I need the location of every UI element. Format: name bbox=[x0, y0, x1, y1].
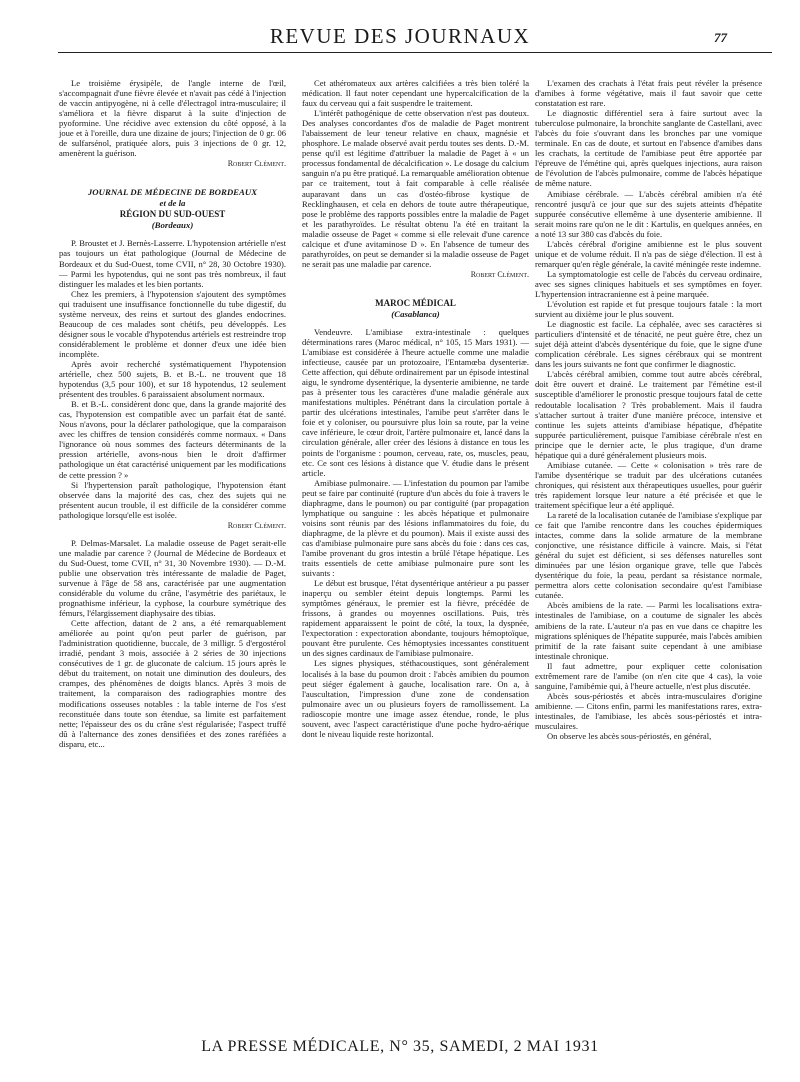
journal-city: (Bordeaux) bbox=[151, 220, 194, 231]
journal-heading: RÉGION DU SUD-OUEST bbox=[119, 209, 226, 220]
journal-heading: et de la bbox=[159, 198, 186, 209]
paragraph: L'évolution est rapide et fut presque toujours fatale : la mort survient au dixième jour le plus souvent. bbox=[535, 299, 762, 320]
spacer bbox=[302, 320, 529, 327]
paragraph: L'abcès cérébral amibien, comme tout autre abcès cérébral, doit être ouvert et drainé. Le traitement par l'émétine est-il susceptible d'améliorer le pronostic presque toujours fatal de cette redoutable localisation ? Très probablement. Mais il faudra s'attacher surtout à traiter d'une manière précoce, intensive et continue les sujets atteints d'amibiase hépatique, d'hépatite suppurée particulièrement, puisque l'amibiase cérébrale n'est en principe que le dernier acte, le plus tragique, d'un drame hépatique qui a duré généralement plusieurs mois. bbox=[535, 369, 762, 460]
article-lead: Vendeuvre. L'amibiase extra-intestinale : quelques déterminations rares (Maroc médical, n° 105, 15 Mars 1931). — L'amibiase est considérée à l'heure actuelle comme une maladie infectieuse, causée par un protozoaire, l'Entamœba dysenteriæ. Cette affection, qui débute ordinairement par un épisode intestinal aigu, le syndrome dysentérique, la dysenterie amibienne, ne tarde pas à présenter tous les caractères d'une maladie générale aux manifestations multiples. Pénétrant dans la circulation portale à partir des ulcérations intestinales, l'amibe peut s'arrêter dans le foie et y coloniser, ou poursuivre plus loin sa route, par la veine cave inférieure, le cœur droit, l'artère pulmonaire et, lancé dans la circulation générale, aller créer des lésions à distance en tous les points de l'organisme : poumon, cerveau, rate, os, muscles, peau, etc. Ce sont ces lésions à distance que V. étudie dans le présent article. bbox=[302, 326, 529, 478]
paragraph: L'examen des crachats à l'état frais peut révéler la présence d'amibes à forme végétative, mais il faut savoir que cette constatation est rare. bbox=[535, 78, 762, 109]
paragraph: Le troisième érysipèle, de l'angle interne de l'œil, s'accompagnait d'une fièvre élevée et n'avait pas cédé à l'injection de vaccin antipyogène, ni à celle d'électragol intra-musculaire; il s'améliora et la fièvre disparut à la suite d'injection de pyoformine. Une récidive avec extension du côté opposé, à la joue et à l'oreille, dura une dizaine de jours; l'injection de 0 gr. 06 de sulfarsénol, pratiquée alors, puis 3 injections de 0 gr. 12, amenèrent la guérison. bbox=[59, 78, 286, 159]
paragraph: Si l'hypertension paraît pathologique, l'hypotension étant observée dans la majorité des cas, chez des sujets qui ne présentent aucun trouble, il est difficile de la considérer comme pathologique lorsqu'elle est isolée. bbox=[59, 479, 286, 520]
spacer bbox=[302, 280, 529, 298]
paragraph: Cet athéromateux aux artères calcifiées a très bien toléré la médication. Il faut noter cependant une hypercalcification de la faux du cerveau qui a fait suspendre le traitement. bbox=[302, 78, 529, 109]
footer-publication-line: LA PRESSE MÉDICALE, N° 35, SAMEDI, 2 MAI 1931 bbox=[201, 1038, 599, 1055]
paragraph: Le début est brusque, l'état dysentérique antérieur a pu passer inaperçu ou sembler éteint depuis longtemps. Parmi les symptômes généraux, le premier est la fièvre, précédée de frissons, à grandes ou moyennes oscillations. Puis, très rapidement apparaissent le point de côté, la toux, la dyspnée, l'expectoration : expectoration abondante, toujours hémoptoïque, pouvant être purulente. Ces hémoptysies incessantes constituent un des signes cardinaux de l'amibiase pulmonaire. bbox=[302, 578, 529, 659]
author-signature: Robert Clément. bbox=[227, 520, 286, 530]
paragraph: Les signes physiques, stéthacoustiques, sont généralement localisés à la base du poumon droit : l'abcès amibien du poumon peut siéger également à gauche, localisation rare. On a, à l'auscultation, l'impression d'une zone de condensation pulmonaire avec un ou plusieurs foyers de ramollissement. La radioscopie montre une image assez étendue, ronde, le plus souvent, avec l'aspect caractéristique d'une poche hydro-aérique dont le niveau liquide reste horizontal. bbox=[302, 658, 529, 739]
paragraph: Après avoir recherché systématiquement l'hypotension artérielle, chez 500 sujets, B. et B.-L. ne trouvent que 18 hypotendus (3,5 pour 100), et sur 18 hypotendus, 12 seulement présentent des troubles. 6 paraissaient absolument normaux. bbox=[59, 358, 286, 400]
journal-heading: JOURNAL DE MÉDECINE DE BORDEAUX bbox=[87, 187, 258, 198]
paragraph: Il faut admettre, pour expliquer cette colonisation extrêmement rare de l'amibe (on n'en cite que 4 cas), la voie sanguine, l'amibémie qui, à l'heure actuelle, n'est plus discutée. bbox=[535, 660, 762, 691]
paragraph: B. et B.-L. considèrent donc que, dans la grande majorité des cas, l'hypotension est compatible avec un parfait état de santé. Nous n'avons, pour la déclarer pathologique, que la comparaison avec les chiffres de tension considérés comme normaux. « Dans l'ignorance où nous sommes des facteurs déterminants de la pression artérielle, avons-nous bien le droit d'affirmer pathologique un état caractérisé uniquement par les modifications de cette pression ? » bbox=[59, 399, 286, 480]
paragraph: La rareté de la localisation cutanée de l'amibiase s'explique par ce fait que l'amibe rencontre dans les couches épidermiques intactes, comme dans la solide armature de la membrane conjonctive, une résistance difficile à vaincre. Mais, si l'état général du sujet est déficient, si ses défenses naturelles sont diminuées par une lésion organique grave, telle que l'abcès dysentérique du foie, la peau, perdant sa résistance normale, permettra alors cette colonisation secondaire qu'est l'amibiase cutanée. bbox=[535, 510, 762, 601]
paragraph: Le diagnostic différentiel sera à faire surtout avec la tuberculose pulmonaire, la bronchite sanglante de Castellani, avec l'abcès du foie s'ouvrant dans les bronches par une vomique terminale. En cas de doute, et surtout en l'absence d'amibes dans les crachats, la certitude de l'amibiase peut être apportée par l'épreuve de l'émétine qui, après quelques injections, aura raison de l'évolution de l'abcès pulmonaire, comme de l'abcès hépatique de même nature. bbox=[535, 108, 762, 189]
paragraph: Le diagnostic est facile. La céphalée, avec ses caractères si particuliers d'intensité et de ténacité, ne peut guère être, chez un sujet déjà atteint d'abcès dysentérique du foie, que le signe d'une complication cérébrale. Les signes cérébraux qui se montrent dans les jours suivants ne font que confirmer le diagnostic. bbox=[535, 319, 762, 370]
paragraph: On observe les abcès sous-périostés, en général, bbox=[547, 731, 712, 742]
article-lead: P. Delmas-Marsalet. La maladie osseuse de Paget serait-elle une maladie par carence ? (Journal de Médecine de Bordeaux et du Sud-Ouest, tome CVII, n° 31, 30 Novembre 1930). — D.-M. publie une observation très intéressante de maladie de Paget, survenue à l'âge de 58 ans, caractérisée par une augmentation considérable du volume du crâne, l'asymétrie des pariétaux, le prognathisme inférieur, la cyphose, la courbure symétrique des fémurs, l'élargissement diaphysaire des tibias. bbox=[59, 537, 286, 619]
paragraph: Amibiase cérébrale. — L'abcès cérébral amibien n'a été rencontré jusqu'à ce jour que sur des sujets atteints d'hépatite suppurée consécutive ellemême à une dysenterie amibienne. Il serait moins rare qu'on ne le dit : Kartulis, en quelques années, en a noté 13 sur 380 cas d'abcès du foie. bbox=[535, 188, 762, 239]
author-signature: Robert Clément. bbox=[470, 269, 529, 279]
paragraph: Cette affection, datant de 2 ans, a été remarquablement améliorée au point qu'on peut parler de guérison, par l'administration quotidienne, buccale, de 3 milligr. 5 d'ergostérol irradié, pendant 3 mois, associée à 2 séries de 30 injections consécutives de 1 gr. de gluconate de calcium. 15 jours après le début du traitement, on notait une diminution des douleurs, des crampes, des phénomènes de doigts blancs. Après 3 mois de traitement, la comparaison des radiographies montre des modifications osseuses notables : la table interne de l'os s'est reconstituée dans toute son étendue, sa limite est parfaitement nette; l'épaisseur des os du crâne s'est régularisée; l'aspect truffé dû à l'alternance des zones densifiées et des zones raréfiées a disparu, etc... bbox=[59, 618, 286, 749]
spacer bbox=[59, 169, 286, 187]
paragraph: L'intérêt pathogénique de cette observation n'est pas douteux. Des analyses concordantes d'os de maladie de Paget montrent l'abaissement de leur teneur relative en chaux, magnésie et phosphore. Le malade observé avait perdu toutes ses dents. D.-M. pense qu'il est légitime d'attribuer la maladie de Paget à « un processus fondamental de décalcification ». Le dosage du calcium sanguin n'a pu être pratiqué. La remarquable amélioration obtenue par ce traitement, tout à fait comparable à celle réalisée auparavant dans un cas d'ostéo-fibrose kystique de Recklinghausen, et cela en dehors de toute autre thérapeutique, pose le problème des rapports possibles entre la maladie de Paget et les parathyroïdes. Le résultat obtenu l'a été en traitant la maladie osseuse de Paget « comme si elle relevait d'une carence calcique et d'une avitaminose D ». En l'absence de tumeur des parathyroïdes, on peut se demander si la maladie osseuse de Paget ne serait pas une maladie par carence. bbox=[302, 108, 529, 269]
paragraph: Chez les premiers, à l'hypotension s'ajoutent des symptômes qui traduisent une insuffisance fonctionnelle du tube digestif, du système nerveux, des reins et surtout des glandes endocrines. Beaucoup de ces malades sont chétifs, peu développés. Les désigner sous le vocable d'hypotendus artériels est restreindre trop considérablement le problème et donner d'eux une idée bien incomplète. bbox=[59, 288, 286, 359]
running-header-title: REVUE DES JOURNAUX bbox=[269, 24, 531, 48]
column-1 bbox=[59, 78, 286, 749]
column-2 bbox=[302, 78, 529, 739]
paragraph: Amibiase pulmonaire. — L'infestation du poumon par l'amibe peut se faire par continuité (rupture d'un abcès du foie à travers le diaphragme, dans le poumon) ou par contiguïté (par propagation lymphatique ou sanguine : les abcès hépatique et pulmonaire voisins sont réunis par des lésions inflammatoires du foie, du diaphragme, de la plèvre et du poumon). Mais il existe aussi des cas d'amibiase pulmonaire pure sans abcès du foie : dans ces cas, l'amibe provenant du gros intestin a brûlé l'étape hépatique. Les traits essentiels de cette amibiase pulmonaire pure sont les suivants : bbox=[302, 477, 529, 579]
paragraph: Abcès sous-périostés et abcès intra-musculaires d'origine amibienne. — Citons enfin, parmi les manifestations rares, extra-intestinales, de l'amibiase, les abcès sous-périostés et intra-musculaires. bbox=[535, 690, 762, 731]
paragraph: Abcès amibiens de la rate. — Parmi les localisations extra-intestinales de l'amibiase, on a coutume de signaler les abcès amibiens de la rate. L'auteur n'a pas en vue dans ce chapitre les migrations spléniques de l'hépatite suppurée, mais l'abcès amibien primitif de la rate faisant suite cependant à une amibiase intestinale chronique. bbox=[535, 600, 762, 661]
article-lead: P. Broustet et J. Bernès-Lasserre. L'hypotension artérielle n'est pas toujours un état pathologique (Journal de Médecine de Bordeaux et du Sud-Ouest, tome CVII, n° 28, 30 Octobre 1930). — Parmi les hypotendus, qui ne sont pas très nombreux, il faut distinguer les malades et les bien portants. bbox=[59, 238, 286, 289]
paragraph: La symptomatologie est celle de l'abcès du cerveau ordinaire, avec ses signes cliniques habituels et ses symptômes en foyer. L'hypertension intracranienne est à peine marquée. bbox=[535, 268, 762, 299]
journal-city: (Casablanca) bbox=[391, 308, 440, 319]
header-rule bbox=[58, 52, 772, 53]
spacer bbox=[59, 231, 286, 238]
paragraph: L'abcès cérébral d'origine amibienne est le plus souvent unique et de volume réduit. Il n'a pas de siège d'élection. Il est à remarquer qu'en règle générale, la cavité méningée reste indemne. bbox=[535, 238, 762, 269]
author-signature: Robert Clément. bbox=[227, 159, 286, 169]
column-3 bbox=[535, 78, 762, 741]
page-number: 77 bbox=[714, 30, 727, 45]
journal-heading: MAROC MÉDICAL bbox=[375, 297, 456, 308]
paragraph: Amibiase cutanée. — Cette « colonisation » très rare de l'amibe dysentérique se traduit par des ulcérations cutanées chroniques, qui résistent aux thérapeutiques usuelles, pour guérir très rapidement lorsque leur nature a été précisée et que le traitement spécifique leur a été appliqué. bbox=[535, 459, 762, 510]
spacer bbox=[59, 531, 286, 538]
